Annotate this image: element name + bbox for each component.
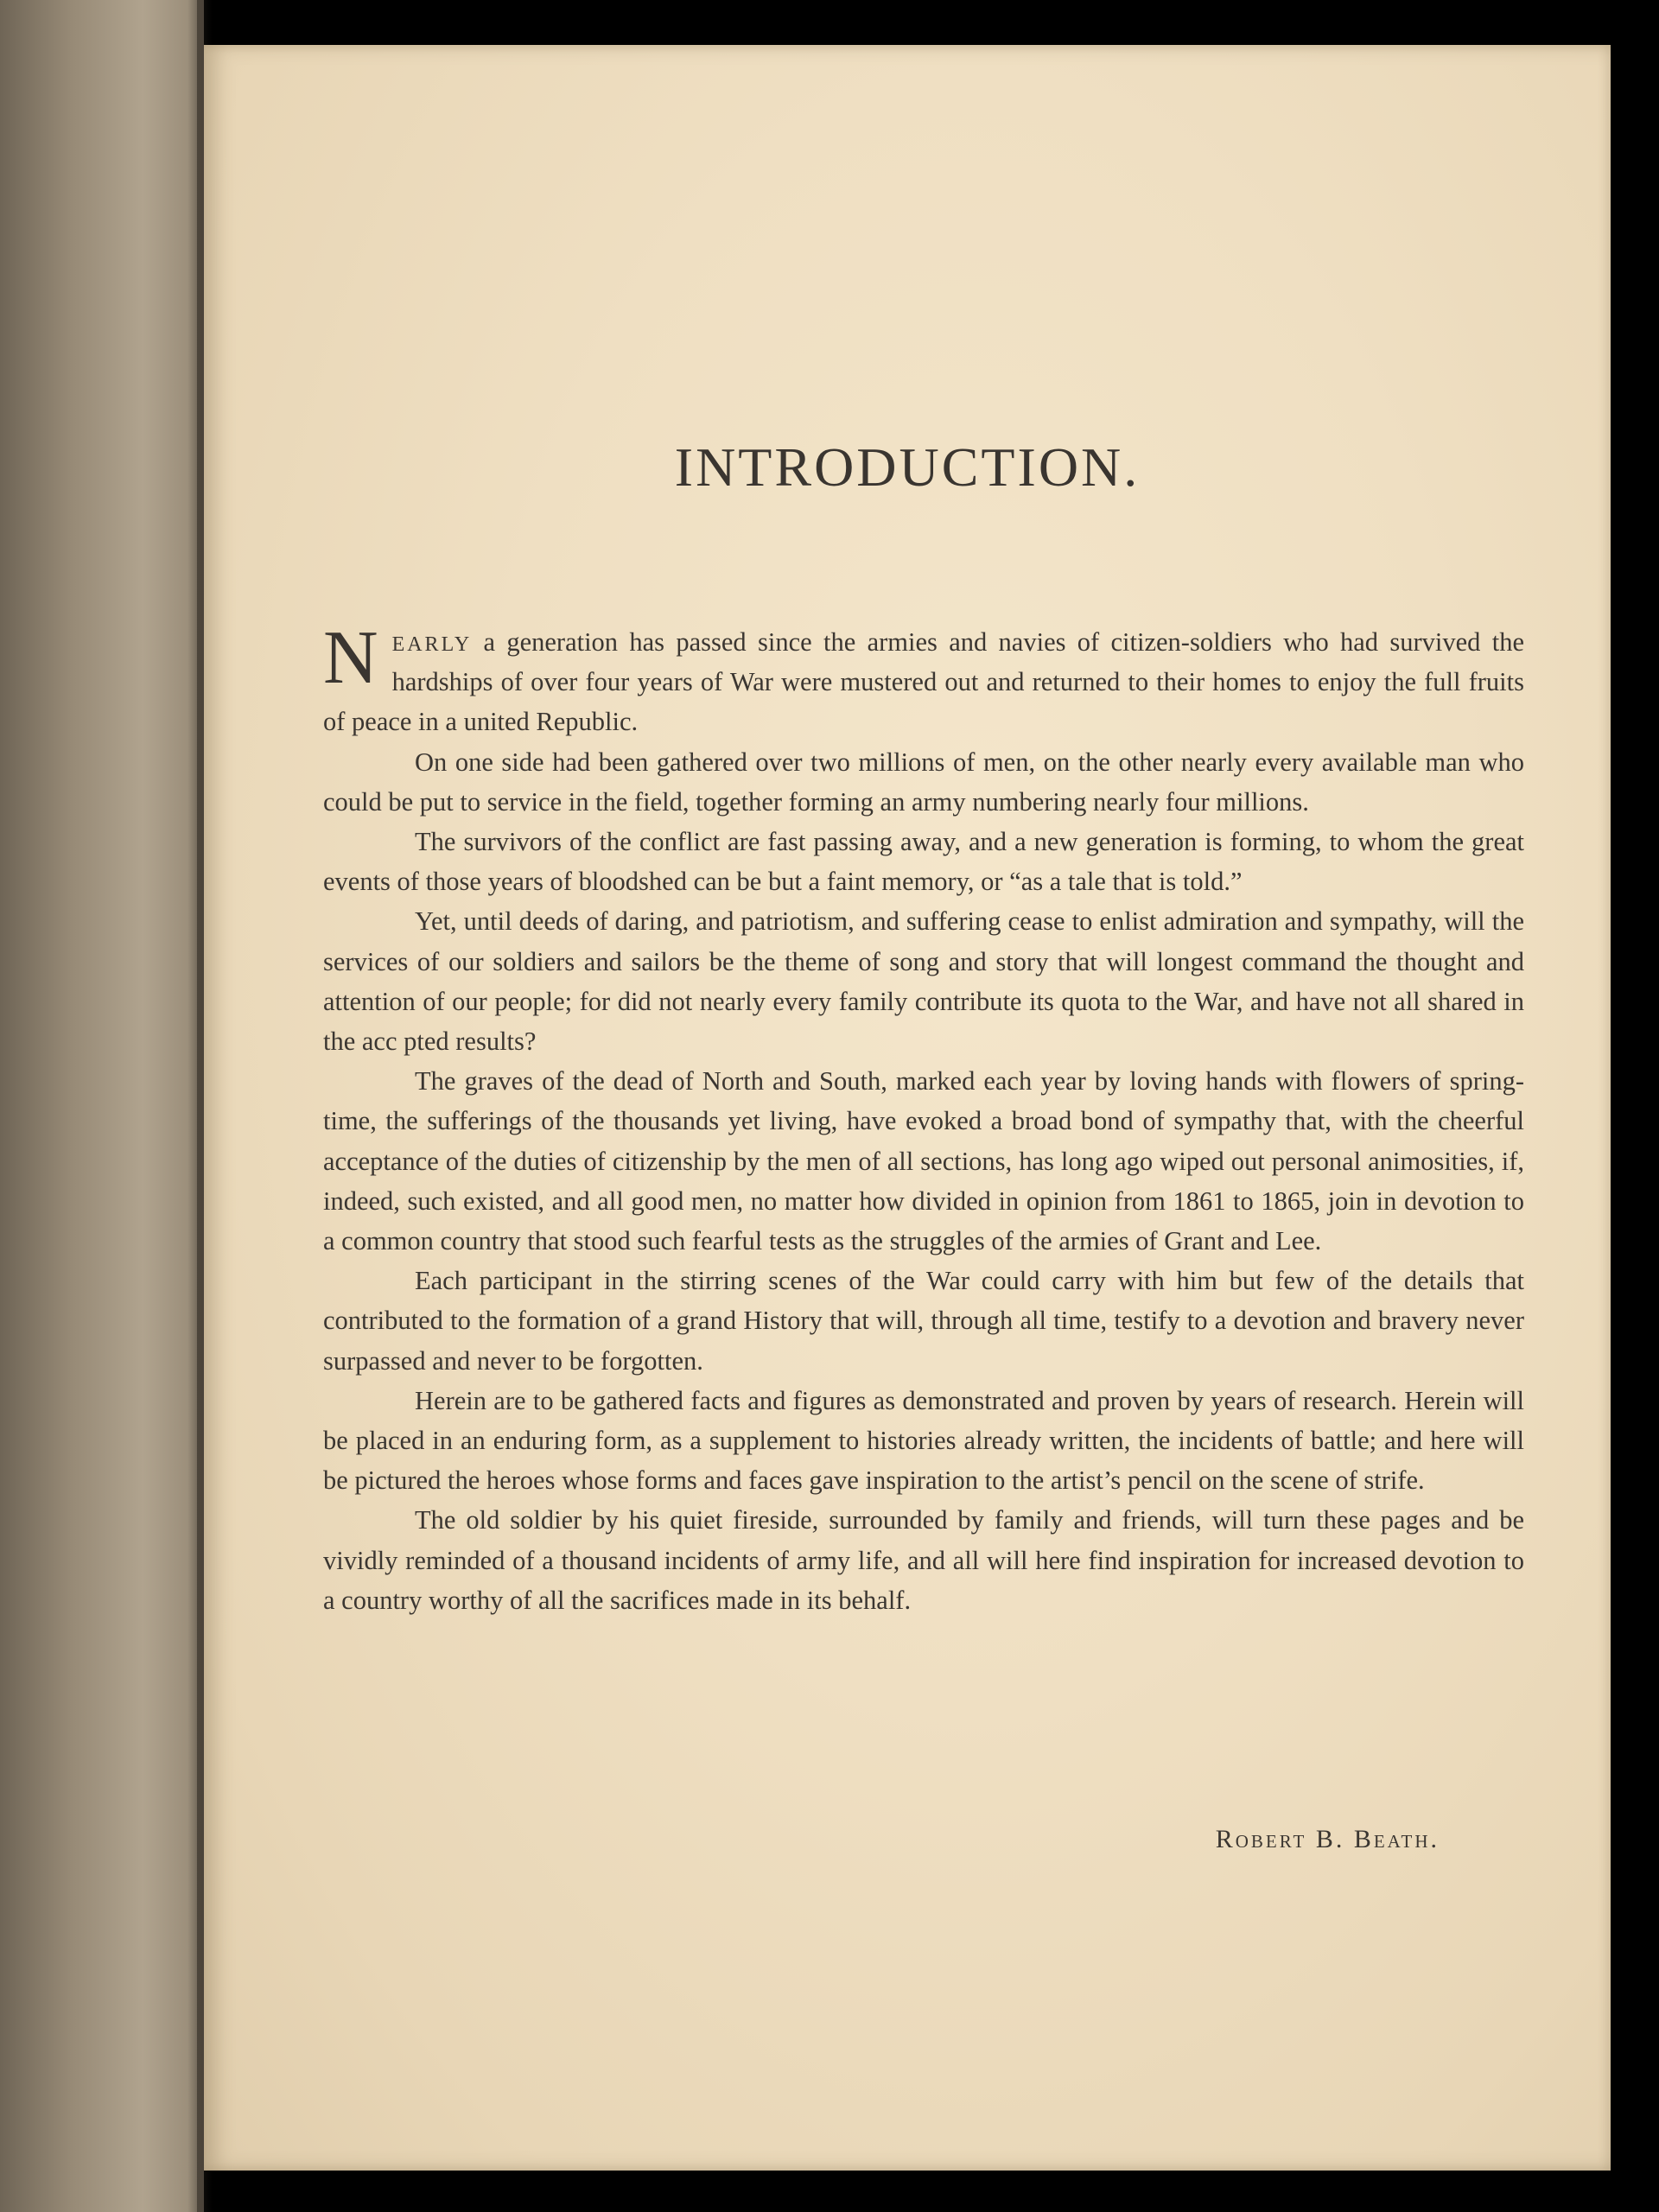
paragraph-5: The graves of the dead of North and South, marked each year by loving hands with flowers of spring-time, the sufferings of the thousands yet living, have evoked a broad bond of sympathy that, with the cheerful acceptance of the duties of citizenship by the men of all sections, has long ago wiped out personal animosities, if, indeed, such existed, and all good men, no matter how divided in opinion from 1861 to 1865, join in devotion to a common country that stood such fearful tests as the struggles of the armies of Grant and Lee.	[323, 1066, 1524, 1256]
paragraph-1-text: a generation has passed since the armies and navies of citizen-soldiers who had survived the hardships of over four years of War were mustered out and returned to their homes to enjoy the full fruits of peace in a united Republic.	[323, 627, 1524, 737]
book-page	[204, 45, 1611, 2171]
author-signature: Robert B. Beath.	[1215, 1825, 1440, 1853]
drop-cap: N	[323, 616, 378, 700]
paragraph-4: Yet, until deeds of daring, and patriotism, and suffering cease to enlist admiration and sympathy, will the services of our soldiers and sailors be the theme of song and story that will longest command the thought and attention of our people; for did not nearly every family contribute its quota to the War, and have not all shared in the acc pted results?	[323, 906, 1524, 1057]
introduction-body	[323, 616, 1524, 1620]
paragraph-6: Each participant in the stirring scenes of the War could carry with him but few of the details that contributed to the formation of a grand History that will, through all time, testify to a devotion and bravery never surpassed and never to be forgotten.	[323, 1266, 1524, 1376]
page-title: INTRODUCTION.	[674, 436, 1141, 498]
paragraph-1	[323, 616, 1524, 742]
paragraph-7: Herein are to be gathered facts and figures as demonstrated and proven by years of research. Herein will be placed in an enduring form, as a supplement to histories already written, the incidents of battle; and here will be pictured the heroes whose forms and faces gave inspiration to the artist’s pencil on the scene of strife.	[323, 1385, 1524, 1496]
paragraph-2: On one side had been gathered over two millions of men, on the other nearly every available man who could be put to service in the field, together forming an army numbering nearly four millions.	[323, 747, 1524, 817]
lead-word: early	[391, 626, 473, 658]
book-spine	[0, 0, 204, 2212]
paragraph-3: The survivors of the conflict are fast passing away, and a new generation is forming, to whom the great events of those years of bloodshed can be but a faint memory, or “as a tale that is told.”	[323, 827, 1524, 897]
paragraph-8: The old soldier by his quiet fireside, surrounded by family and friends, will turn these pages and be vividly reminded of a thousand incidents of army life, and all will here find inspiration for increased devotion to a country worthy of all the sacrifices made in its behalf.	[323, 1505, 1524, 1615]
